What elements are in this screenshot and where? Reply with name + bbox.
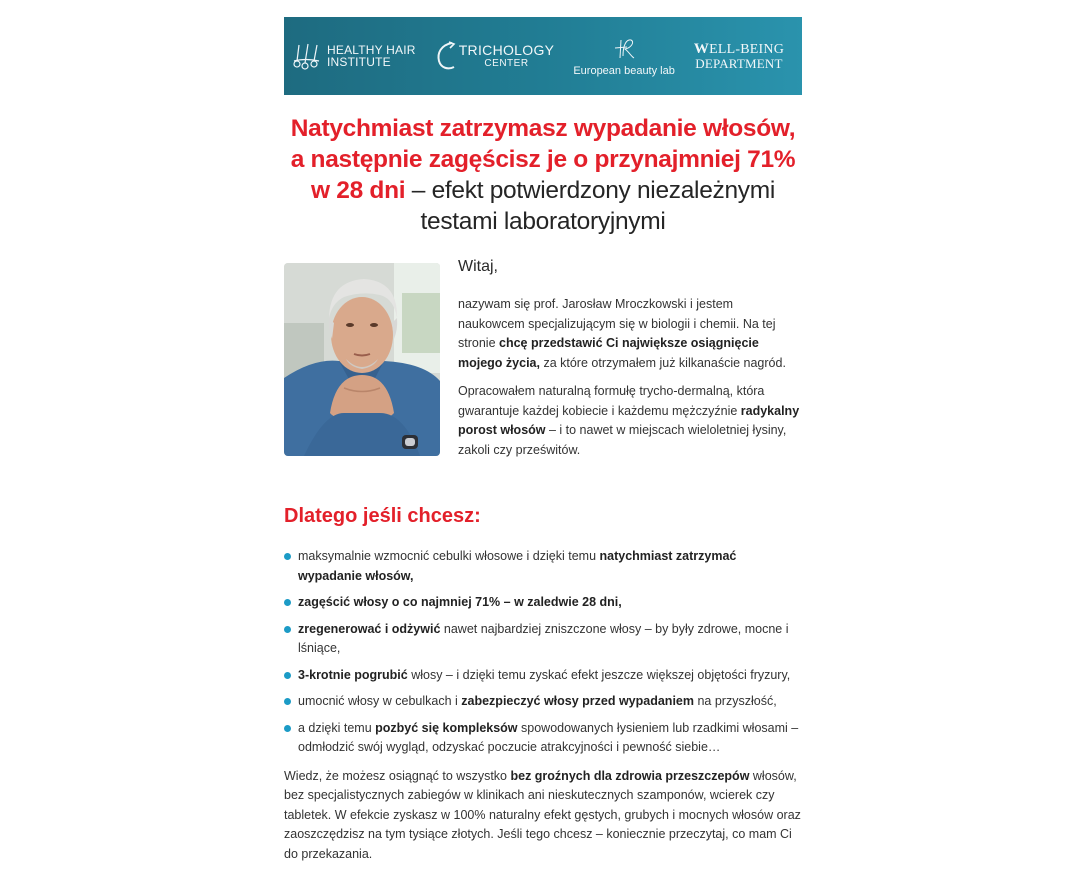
list-item <box>284 666 802 686</box>
logo-hhi-line2: INSTITUTE <box>327 55 391 69</box>
emphasis: zregenerować i odżywić <box>298 621 441 636</box>
page-headline <box>284 113 802 237</box>
bullet-dot-icon <box>284 698 291 705</box>
bullet-dot-icon <box>284 725 291 732</box>
headline-dark-line3: – efekt potwierdzony niezależnymi <box>405 177 775 204</box>
logo-healthy-hair-institute <box>292 41 416 71</box>
bullet-dot-icon <box>284 553 291 560</box>
text: umocnić włosy w cebulkach i <box>298 694 462 708</box>
greeting: Witaj, <box>458 258 498 275</box>
hair-follicle-icon <box>292 41 322 71</box>
emphasis: chcę przedstawić Ci największe osiągnięcie mojego życia, <box>458 336 759 370</box>
text: – i to nawet w miejscach wieloletniej łysiny, zakoli czy prześwitów. <box>458 423 787 457</box>
headline-dark-line4: testami laboratoryjnymi <box>420 208 666 235</box>
emphasis: natychmiast zatrzymać wypadanie włosów, <box>298 549 737 583</box>
emphasis: pozbyć się kompleksów <box>375 720 518 735</box>
author-photo <box>284 263 440 456</box>
list-item <box>284 692 802 712</box>
text: za które otrzymałem już kilkanaście nagród. <box>539 355 786 370</box>
headline-red-line1: Natychmiast zatrzymasz wypadanie włosów, <box>290 115 796 142</box>
portrait-illustration <box>284 263 440 456</box>
emphasis: bez groźnych dla zdrowia przeszczepów <box>510 768 750 783</box>
headline-red-line2: a następnie zagęścisz je o przynajmniej 71% <box>290 146 796 173</box>
text: na przyszłość, <box>694 694 777 708</box>
list-item <box>284 719 802 758</box>
intro-text <box>458 258 802 469</box>
intro-paragraph-1 <box>458 295 802 373</box>
author-intro <box>284 258 802 469</box>
emphasis: 3-krotnie pogrubić <box>298 667 408 682</box>
monogram-icon <box>611 36 637 62</box>
benefits-list <box>284 547 802 758</box>
text: nawet najbardziej zniszczone włosy – by były zdrowe, mocne i lśniące, <box>298 621 789 655</box>
text: nazywam się prof. Jarosław Mroczkowski i jestem naukowcem specjalizującym się w biologii i chemii. Na tej stronie <box>458 297 776 350</box>
bullet-dot-icon <box>284 599 291 606</box>
closing-paragraph <box>284 767 802 865</box>
logo-wbd-w: W <box>693 40 710 57</box>
text: włosy – i dzięki temu zyskać efekt jeszcze większej objętości fryzury, <box>407 667 791 682</box>
text: włosów, bez specjalistycznych zabiegów w klinikach ani nieskutecznych szamponów, wcierek czy tabletek. W efekcie zyskasz w 100% naturalny efekt gęstych, grubych i mocnych włosów oraz zaoszczędzisz na tym tysiące złotych. Jeśli tego chcesz – koniecznie przeczytaj, co mam Ci do przekazania. <box>284 768 801 861</box>
emphasis: zagęścić włosy o co najmniej 71% – w zaledwie 28 dni, <box>298 595 622 609</box>
list-item <box>284 547 802 586</box>
logo-tri-line2: CENTER <box>484 58 529 69</box>
emphasis: radykalny porost włosów <box>458 403 800 437</box>
text: a dzięki temu <box>298 720 376 735</box>
logo-wbd-line2: DEPARTMENT <box>695 55 783 71</box>
logo-tri-line1: TRICHOLOGY <box>458 42 555 58</box>
text: spowodowanych łysieniem lub rzadkimi włosami – odmłodzić swój wygląd, odzyskać poczucie atrakcyjności i pewność siebie… <box>298 720 799 754</box>
list-item <box>284 620 802 659</box>
partner-logos-banner <box>284 17 802 95</box>
headline-red-line3: w 28 dni <box>310 177 406 204</box>
logo-well-being-department <box>694 42 784 71</box>
text: Wiedz, że możesz osiągnąć to wszystko <box>284 768 511 783</box>
emphasis: zabezpieczyć włosy przed wypadaniem <box>461 694 694 708</box>
text: maksymalnie wzmocnić cebulki włosowe i dzięki temu <box>298 549 600 563</box>
logo-trichology-center <box>435 39 555 73</box>
swirl-icon <box>435 39 457 73</box>
logo-ebl-label: European beauty lab <box>573 64 675 77</box>
logo-european-beauty-lab <box>573 36 675 77</box>
logo-hhi-line1: HEALTHY HAIR <box>327 43 416 57</box>
bullet-dot-icon <box>284 626 291 633</box>
text: Opracowałem naturalną formułę trycho-dermalną, która gwarantuje każdej kobiecie i każdemu mężczyźnie <box>458 384 765 418</box>
bullet-dot-icon <box>284 672 291 679</box>
list-item <box>284 593 802 613</box>
page <box>284 17 802 864</box>
section-title: Dlatego jeśli chcesz: <box>284 505 481 527</box>
intro-paragraph-2 <box>458 382 802 460</box>
logo-wbd-line1: ELL-BEING <box>709 41 784 57</box>
